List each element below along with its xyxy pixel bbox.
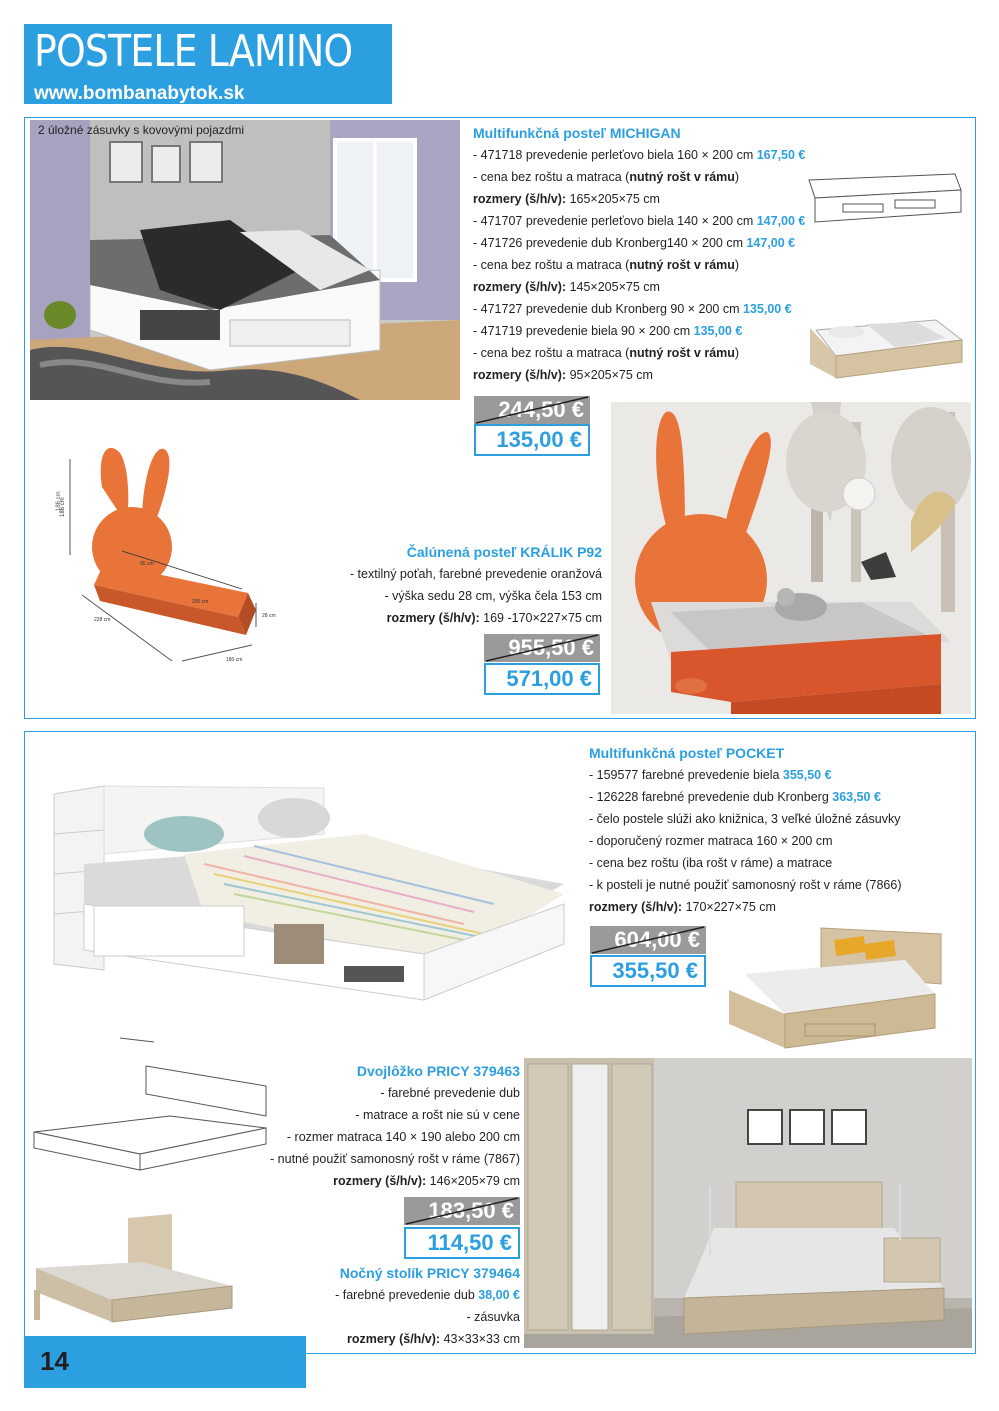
michigan-note bbox=[473, 342, 833, 364]
pocket-new-price: 355,50 € bbox=[590, 955, 706, 987]
svg-text:186 cm: 186 cm bbox=[56, 491, 62, 511]
michigan-variant-471726 bbox=[473, 232, 833, 254]
note-bold: nutný rošt v rámu bbox=[629, 258, 735, 272]
page-title: POSTELE LAMINO bbox=[34, 26, 353, 77]
dims-value: 165×205×75 cm bbox=[566, 192, 660, 206]
michigan-new-price: 135,00 € bbox=[474, 424, 590, 456]
kralik-title: Čalúnená posteľ KRÁLIK P92 bbox=[406, 544, 602, 560]
dims-label: rozmery (š/h/v): bbox=[386, 611, 480, 625]
page-header bbox=[24, 24, 392, 104]
dim-label: 180 cm bbox=[226, 657, 243, 663]
variant-price: 363,50 € bbox=[832, 790, 881, 804]
pocket-spec: - doporučený rozmer matraca 160 × 200 cm bbox=[589, 834, 833, 848]
dims-label: rozmery (š/h/v): bbox=[333, 1174, 427, 1188]
pocket-variant-126228 bbox=[589, 786, 969, 808]
variant-text: - 471707 prevedenie perleťovo biela 140 × 200 cm bbox=[473, 214, 757, 228]
pricy-oak-bed-image bbox=[32, 1210, 262, 1328]
pocket-dimensions bbox=[589, 896, 969, 918]
note-text: - cena bez roštu a matraca ( bbox=[473, 346, 630, 360]
pocket-oak-bed-image bbox=[725, 924, 945, 1050]
michigan-small-bed-image bbox=[806, 300, 966, 380]
note-end: ) bbox=[734, 170, 740, 184]
dims-value: 146×205×79 cm bbox=[426, 1174, 520, 1188]
variant-price: 355,50 € bbox=[782, 768, 832, 782]
michigan-line-drawing bbox=[805, 160, 965, 226]
michigan-bed-photo bbox=[30, 120, 460, 400]
strike-line bbox=[474, 396, 590, 424]
dims-label: rozmery (š/h/v): bbox=[473, 280, 567, 294]
pricy-title: Dvojlôžko PRICY 379463 bbox=[356, 1063, 520, 1079]
pocket-bed-photo bbox=[44, 774, 584, 1012]
variant-text: - 471726 prevedenie dub Kronberg140 × 200 cm bbox=[473, 236, 747, 250]
strike-line bbox=[590, 926, 706, 954]
pricy-spec: - rozmer matraca 140 × 190 alebo 200 cm bbox=[286, 1130, 520, 1144]
dims-value: 145×205×75 cm bbox=[566, 280, 660, 294]
variant-text: - 471719 prevedenie biela 90 × 200 cm bbox=[473, 324, 694, 338]
michigan-variant-471719 bbox=[473, 320, 833, 342]
note-end: ) bbox=[734, 258, 740, 272]
pocket-variant-159577 bbox=[589, 764, 969, 786]
pricy-spec: - nutné použiť samonosný rošt v ráme (7867) bbox=[270, 1152, 520, 1166]
michigan-variant-471707 bbox=[473, 210, 833, 232]
michigan-variant-471718 bbox=[473, 144, 833, 166]
dim-label: 200 cm bbox=[192, 599, 209, 605]
michigan-variant-471727 bbox=[473, 298, 833, 320]
pricy-description bbox=[200, 1060, 520, 1192]
kralik-dimensions bbox=[300, 607, 602, 629]
strike-line bbox=[404, 1197, 520, 1225]
old-price-value: 244,50 € bbox=[498, 397, 584, 422]
stolik-title: Nočný stolík PRICY 379464 bbox=[339, 1265, 520, 1281]
stolik-variant bbox=[240, 1284, 520, 1306]
pocket-spec: - cena bez roštu (iba rošt v ráme) a matrace bbox=[589, 856, 833, 870]
variant-price: 167,50 € bbox=[756, 148, 806, 162]
pricy-spec: - matrace a rošt nie sú v cene bbox=[355, 1108, 520, 1122]
pricy-spec: - farebné prevedenie dub bbox=[380, 1086, 520, 1100]
kralik-technical-drawing bbox=[42, 425, 297, 680]
note-text: - cena bez roštu a matraca ( bbox=[473, 258, 630, 272]
michigan-dimensions bbox=[473, 276, 833, 298]
stolik-spec: - zásuvka bbox=[466, 1310, 520, 1324]
variant-price: 147,00 € bbox=[756, 214, 806, 228]
pricy-dimensions bbox=[200, 1170, 520, 1192]
pricy-new-price: 114,50 € bbox=[404, 1227, 520, 1259]
strike-line bbox=[484, 634, 600, 662]
dims-label: rozmery (š/h/v): bbox=[473, 192, 567, 206]
dim-label: 28 cm bbox=[262, 613, 276, 619]
michigan-description bbox=[473, 122, 833, 386]
dim-label: 95 cm bbox=[140, 561, 154, 567]
dims-label: rozmery (š/h/v): bbox=[473, 368, 567, 382]
old-price-value: 604,00 € bbox=[614, 927, 700, 952]
note-bold: nutný rošt v rámu bbox=[629, 170, 735, 184]
dim-label: 228 cm bbox=[94, 617, 111, 623]
website-url[interactable]: www.bombanabytok.sk bbox=[34, 83, 245, 104]
variant-text: - 471718 prevedenie perleťovo biela 160 × 200 cm bbox=[473, 148, 757, 162]
note-bold: nutný rošt v rámu bbox=[629, 346, 735, 360]
kralik-spec: - textilný poťah, farebné prevedenie oranžová bbox=[349, 567, 602, 581]
pocket-spec: - čelo postele slúži ako knižnica, 3 veľké úložné zásuvky bbox=[589, 812, 901, 826]
page-number: 14 bbox=[40, 1346, 69, 1376]
variant-text: - farebné prevedenie dub bbox=[335, 1288, 479, 1302]
michigan-note bbox=[473, 254, 833, 276]
note-end: ) bbox=[734, 346, 740, 360]
old-price-value: 183,50 € bbox=[428, 1198, 514, 1223]
kralik-new-price: 571,00 € bbox=[484, 663, 600, 695]
dim-label: 186 cm bbox=[60, 497, 66, 517]
pricy-old-price bbox=[404, 1197, 520, 1225]
variant-price: 147,00 € bbox=[746, 236, 796, 250]
dims-value: 170×227×75 cm bbox=[682, 900, 776, 914]
michigan-note bbox=[473, 166, 833, 188]
dims-value: 95×205×75 cm bbox=[566, 368, 653, 382]
variant-price: 135,00 € bbox=[693, 324, 743, 338]
variant-text: - 126228 farebné prevedenie dub Kronberg bbox=[589, 790, 833, 804]
michigan-dimensions bbox=[473, 364, 833, 386]
pricy-bedroom-photo bbox=[524, 1058, 972, 1348]
page-number-bar bbox=[24, 1336, 306, 1388]
note-text: - cena bez roštu a matraca ( bbox=[473, 170, 630, 184]
kralik-spec: - výška sedu 28 cm, výška čela 153 cm bbox=[384, 589, 602, 603]
variant-text: - 471727 prevedenie dub Kronberg 90 × 200 cm bbox=[473, 302, 743, 316]
variant-price: 38,00 € bbox=[478, 1288, 520, 1302]
pocket-spec: - k posteli je nutné použiť samonosný rošt v ráme (7866) bbox=[589, 878, 902, 892]
michigan-title: Multifunkčná posteľ MICHIGAN bbox=[473, 125, 681, 141]
dims-label: rozmery (š/h/v): bbox=[589, 900, 683, 914]
variant-text: - 159577 farebné prevedenie biela bbox=[589, 768, 783, 782]
kralik-description bbox=[300, 541, 602, 629]
dims-label: rozmery (š/h/v): bbox=[346, 1332, 441, 1346]
pocket-title: Multifunkčná posteľ POCKET bbox=[589, 745, 785, 761]
variant-price: 135,00 € bbox=[742, 302, 792, 316]
dims-value: 169 -170×227×75 cm bbox=[479, 611, 602, 625]
michigan-photo-caption: 2 úložné zásuvky s kovovými pojazdmi bbox=[38, 123, 245, 137]
pocket-old-price bbox=[590, 926, 706, 954]
michigan-dimensions bbox=[473, 188, 833, 210]
old-price-value: 955,50 € bbox=[508, 635, 594, 660]
pocket-description bbox=[589, 742, 969, 918]
kralik-old-price bbox=[484, 634, 600, 662]
dims-value: 43×33×33 cm bbox=[440, 1332, 520, 1346]
kralik-bed-photo bbox=[611, 402, 971, 714]
michigan-old-price bbox=[474, 396, 590, 424]
